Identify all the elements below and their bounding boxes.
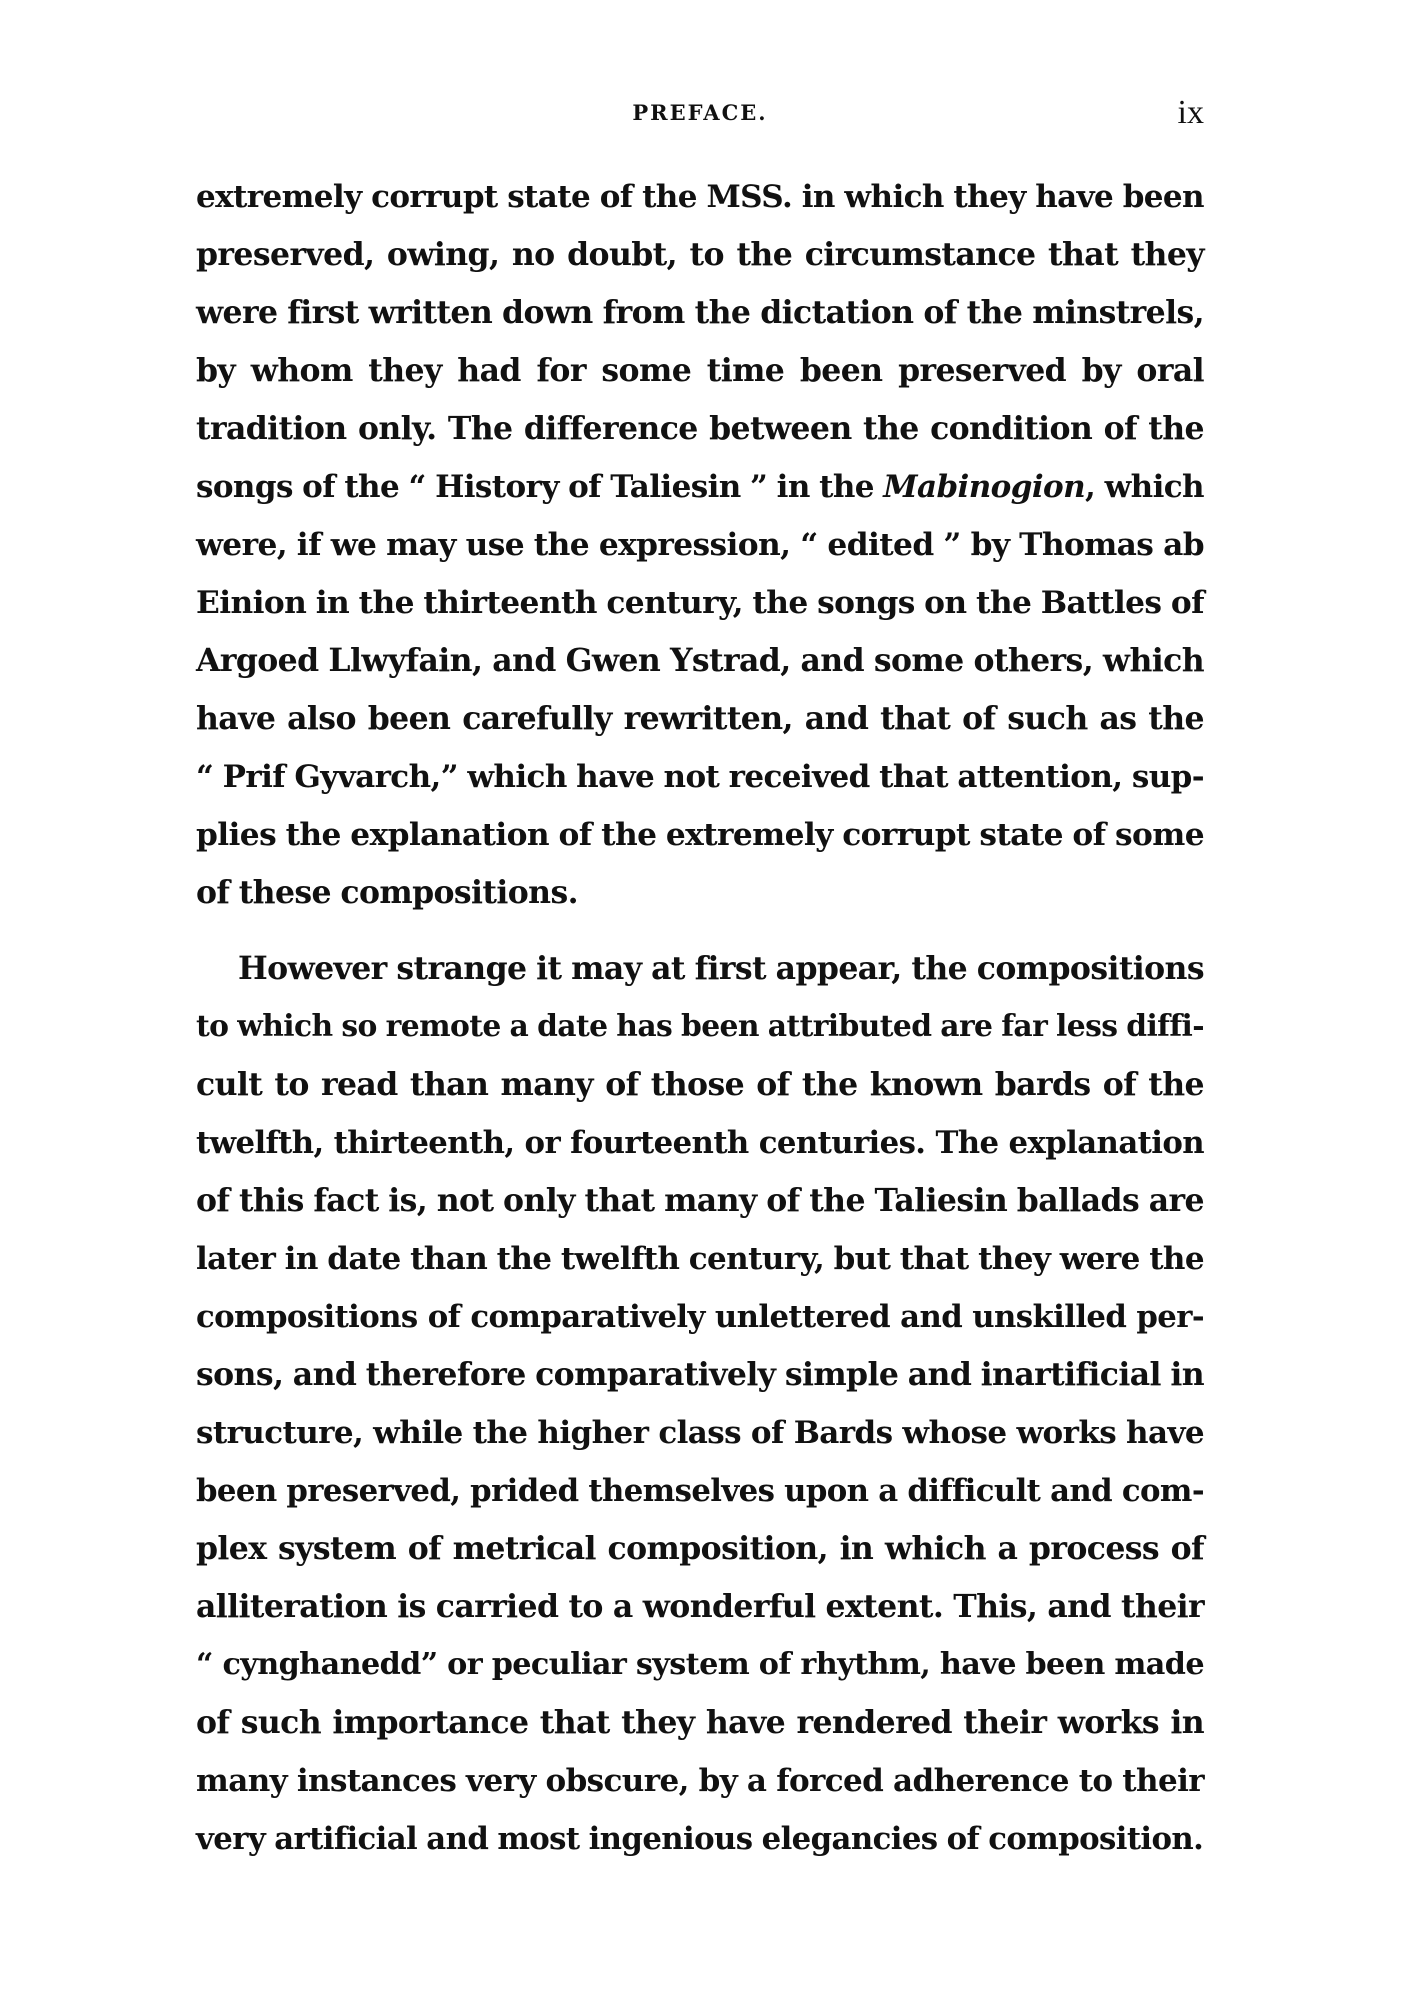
page-number: ix [1177, 94, 1204, 131]
text-line: tradition only. The difference between the condition of the [196, 410, 1204, 447]
text-line: Argoed Llwyfain, and Gwen Ystrad, and some others, which [196, 642, 1204, 679]
text-line: alliteration is carried to a wonderful extent. This, and their [196, 1588, 1204, 1625]
paragraph-1 [196, 168, 1204, 922]
text-line: preserved, owing, no doubt, to the circumstance that they [196, 236, 1204, 273]
text-fragment: songs of the “ History of Taliesin ” in the [196, 469, 884, 505]
text-line: later in date than the twelfth century, but that they were the [196, 1241, 1204, 1277]
text-line: been preserved, prided themselves upon a difficult and com- [196, 1473, 1204, 1509]
text-line: many instances very obscure, by a forced adherence to their [196, 1763, 1204, 1799]
text-line: extremely corrupt state of the MSS. in which they have been [196, 179, 1204, 215]
running-title: PREFACE. [632, 100, 768, 125]
text-line-with-italic [196, 458, 1204, 516]
text-line: sons, and therefore comparatively simple and inartificial in [196, 1356, 1204, 1393]
text-line: twelfth, thirteenth, or fourteenth centuries. The explanation [196, 1125, 1204, 1161]
text-line: to which so remote a date has been attributed are far less diffi- [196, 1009, 1204, 1044]
text-line: plies the explanation of the extremely corrupt state of some [196, 817, 1204, 853]
paragraph-gap [196, 922, 1204, 940]
text-line: “ Prif Gyvarch,” which have not received that attention, sup- [196, 759, 1204, 795]
text-line: were first written down from the dictation of the minstrels, [196, 294, 1204, 331]
text-line: plex system of metrical composition, in which a process of [196, 1530, 1204, 1567]
text-line: of this fact is, not only that many of the Taliesin ballads are [196, 1182, 1204, 1219]
text-line: However strange it may at first appear, the compositions [238, 950, 1204, 987]
text-line: compositions of comparatively unlettered and unskilled per- [196, 1299, 1204, 1335]
text-line: cult to read than many of those of the known bards of the [196, 1066, 1204, 1103]
text-line: Einion in the thirteenth century, the songs on the Battles of [196, 585, 1204, 621]
text-fragment: , which [1085, 469, 1205, 505]
italic-title: Mabinogion [883, 469, 1086, 505]
text-line: by whom they had for some time been preserved by oral [196, 352, 1204, 389]
running-head [196, 96, 1204, 136]
text-line: were, if we may use the expression, “ edited ” by Thomas ab [196, 527, 1204, 563]
text-line: of such importance that they have rendered their works in [196, 1704, 1204, 1741]
body-text [196, 168, 1204, 1868]
text-line: have also been carefully rewritten, and that of such as the [196, 700, 1204, 737]
text-line: structure, while the higher class of Bards whose works have [196, 1415, 1204, 1451]
text-line: of these compositions. [196, 874, 578, 911]
text-line: very artificial and most ingenious elegancies of composition. [196, 1821, 1204, 1857]
text-line: “ cynghanedd” or peculiar system of rhythm, have been made [196, 1647, 1204, 1682]
paragraph-2 [196, 940, 1204, 1868]
